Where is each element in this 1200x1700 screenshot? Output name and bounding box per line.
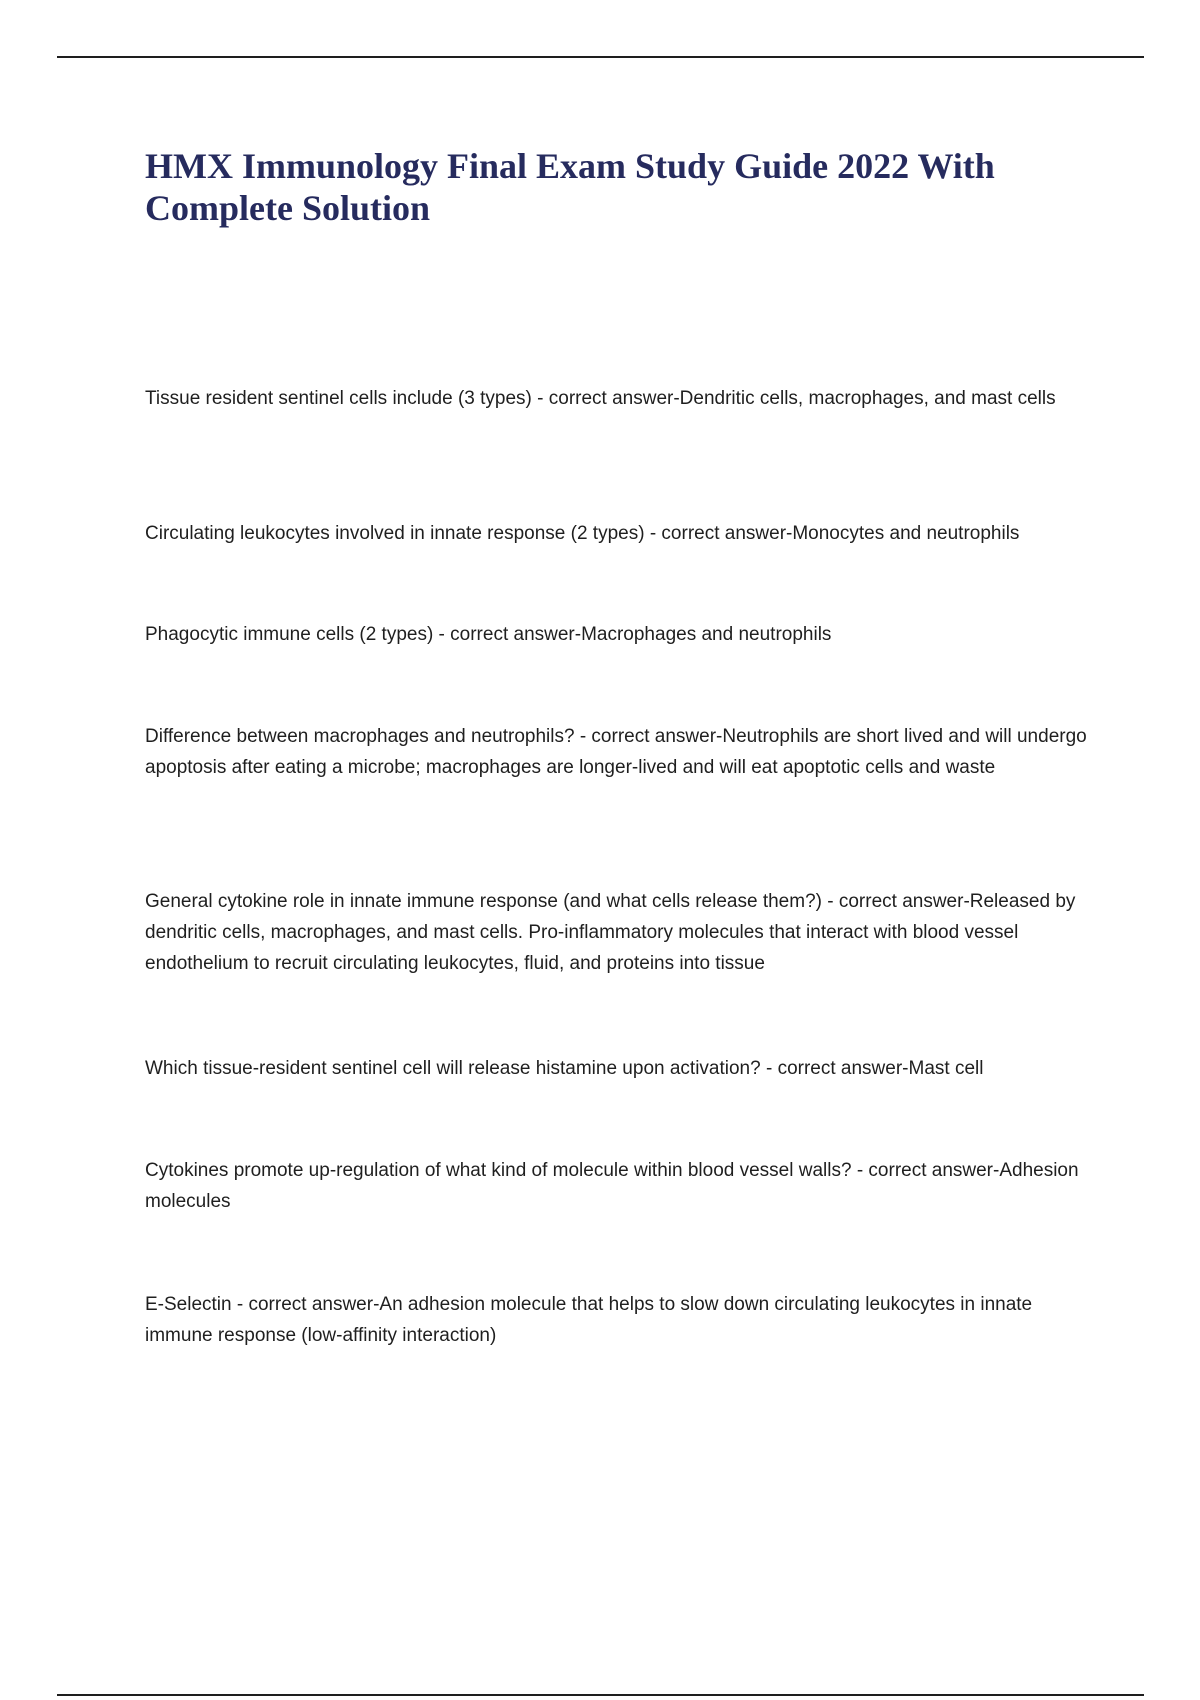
qa-item: Circulating leukocytes involved in innate response (2 types) - correct answer-Monocytes and neutrophils: [145, 523, 1020, 544]
qa-item: Which tissue-resident sentinel cell will release histamine upon activation? - correct answer-Mast cell: [145, 1058, 984, 1079]
qa-item: Cytokines promote up-regulation of what kind of molecule within blood vessel walls? - correct answer-Adhesion molecules: [145, 1160, 1079, 1212]
qa-item: Phagocytic immune cells (2 types) - correct answer-Macrophages and neutrophils: [145, 624, 832, 645]
top-divider: [57, 56, 1144, 58]
qa-item: Tissue resident sentinel cells include (3 types) - correct answer-Dendritic cells, macrophages, and mast cells: [145, 388, 1056, 409]
bottom-divider: [57, 1694, 1144, 1696]
document-title: HMX Immunology Final Exam Study Guide 2022 With Complete Solution: [145, 146, 995, 228]
qa-item: Difference between macrophages and neutrophils? - correct answer-Neutrophils are short lived and will undergo apoptosis after eating a microbe; macrophages are longer-lived and will eat apoptotic cells and waste: [145, 726, 1087, 778]
qa-item: E-Selectin - correct answer-An adhesion molecule that helps to slow down circulating leukocytes in innate immune response (low-affinity interaction): [145, 1294, 1033, 1346]
qa-item: General cytokine role in innate immune response (and what cells release them?) - correct answer-Released by dendritic cells, macrophages, and mast cells. Pro-inflammatory molecules that interact with blood vessel endothelium to recruit circulating leukocytes, fluid, and proteins into tissue: [145, 891, 1076, 974]
